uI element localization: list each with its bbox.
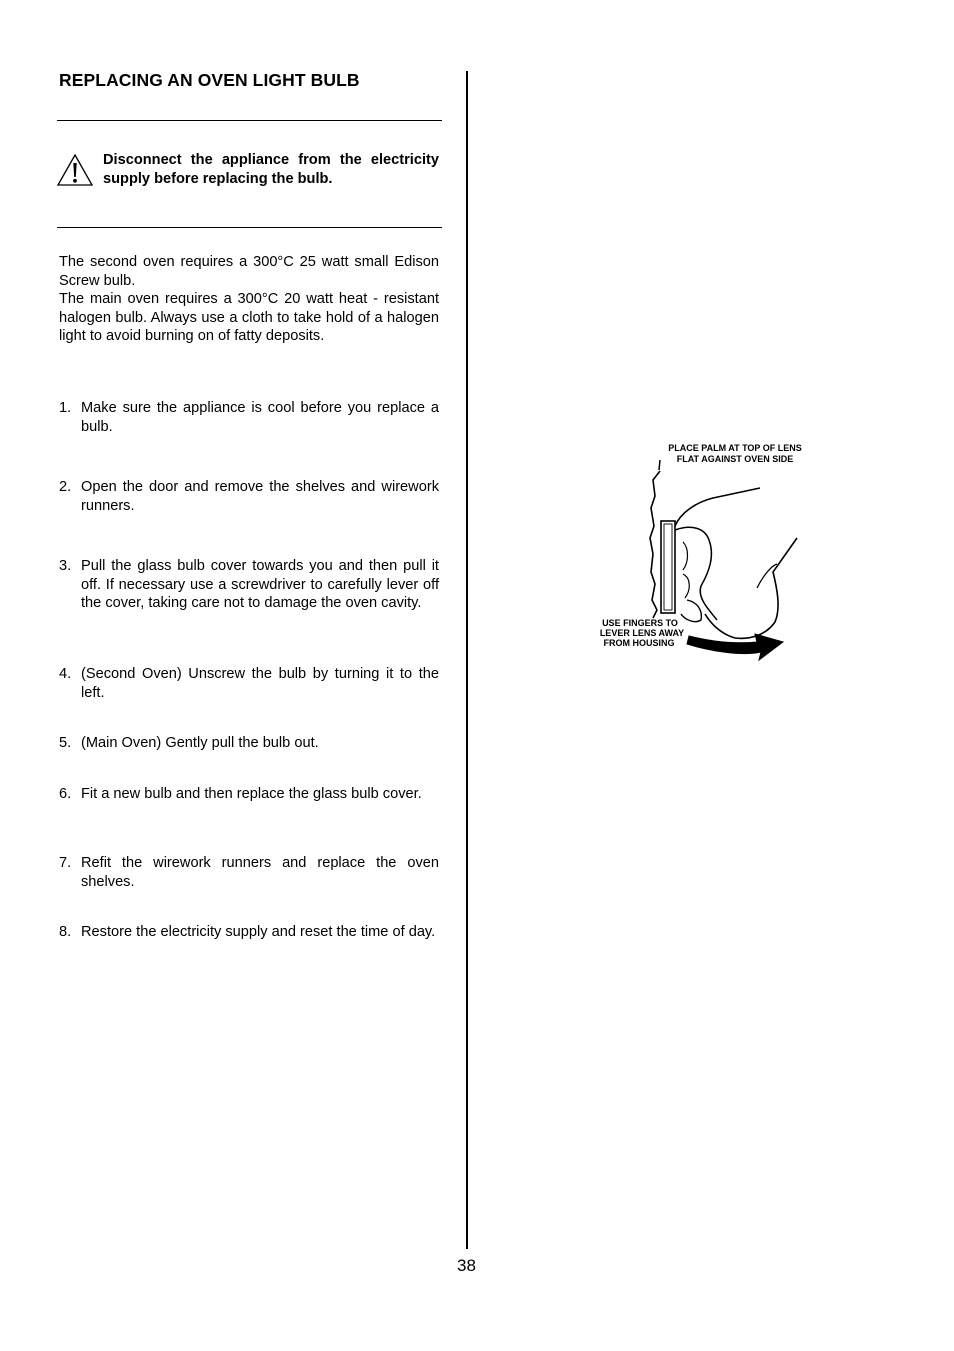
step-3 (59, 557, 439, 613)
step-number: 4. (59, 666, 72, 682)
step-text: Refit the wirework runners and replace the oven shelves. (81, 855, 439, 890)
step-number: 8. (59, 924, 72, 940)
pointer-line-icon (659, 460, 660, 470)
figure-label-top-line2: FLAT AGAINST OVEN SIDE (676, 454, 794, 464)
warning-triangle-icon (56, 153, 94, 187)
hand-underside-icon (705, 538, 797, 638)
figure-label-bottom-line3: FROM HOUSING (603, 638, 675, 648)
figure-label-top-line1: PLACE PALM AT TOP OF LENS (668, 443, 802, 453)
step-8 (59, 923, 439, 942)
step-4 (59, 665, 439, 702)
step-text: Restore the electricity supply and reset the time of day. (81, 924, 436, 940)
step-5 (59, 734, 439, 753)
step-2 (59, 478, 439, 515)
step-6 (59, 785, 439, 804)
lens-housing-icon (661, 521, 675, 613)
intro-second-oven-bulb: The second oven requires a 300°C 25 watt small Edison Screw bulb. (59, 254, 439, 289)
step-7 (59, 854, 439, 891)
step-text: Pull the glass bulb cover towards you and then pull it off. If necessary use a screwdriver to carefully lever off the cover, taking care not to damage the oven cavity. (81, 558, 439, 611)
finger-icon (681, 600, 701, 622)
forearm-top-icon (675, 488, 760, 526)
step-number: 2. (59, 479, 72, 495)
page-number: 38 (457, 1256, 476, 1275)
section-rule-bottom (57, 227, 442, 228)
bulb-cover-removal-illustration (585, 438, 825, 668)
step-1 (59, 399, 439, 436)
step-text: Fit a new bulb and then replace the glass bulb cover. (81, 786, 422, 802)
section-rule-top (57, 120, 442, 121)
warning-message: Disconnect the appliance from the electricity supply before replacing the bulb. (103, 152, 439, 187)
step-text: Make sure the appliance is cool before you replace a bulb. (81, 400, 439, 435)
intro-text (59, 253, 439, 346)
page-title: REPLACING AN OVEN LIGHT BULB (59, 70, 360, 90)
step-number: 7. (59, 855, 72, 871)
figure-label-bottom-line2: LEVER LENS AWAY (599, 628, 685, 638)
column-divider (466, 71, 468, 1249)
step-number: 3. (59, 558, 72, 574)
oven-side-wall-icon (650, 471, 660, 618)
step-text: (Main Oven) Gently pull the bulb out. (81, 735, 319, 751)
step-number: 5. (59, 735, 72, 751)
figure-label-bottom-line1: USE FINGERS TO (602, 618, 678, 628)
step-number: 6. (59, 786, 72, 802)
intro-main-oven-bulb: The main oven requires a 300°C 20 watt heat - resistant halogen bulb. Always use a cloth to take hold of a halogen light to avoid burning on of fatty deposits. (59, 291, 439, 344)
step-text: Open the door and remove the shelves and wirework runners. (81, 479, 439, 514)
palm-outline-icon (675, 527, 717, 620)
step-text: (Second Oven) Unscrew the bulb by turning it to the left. (81, 666, 439, 701)
glass-lens-icon (664, 524, 672, 610)
step-number: 1. (59, 400, 72, 416)
